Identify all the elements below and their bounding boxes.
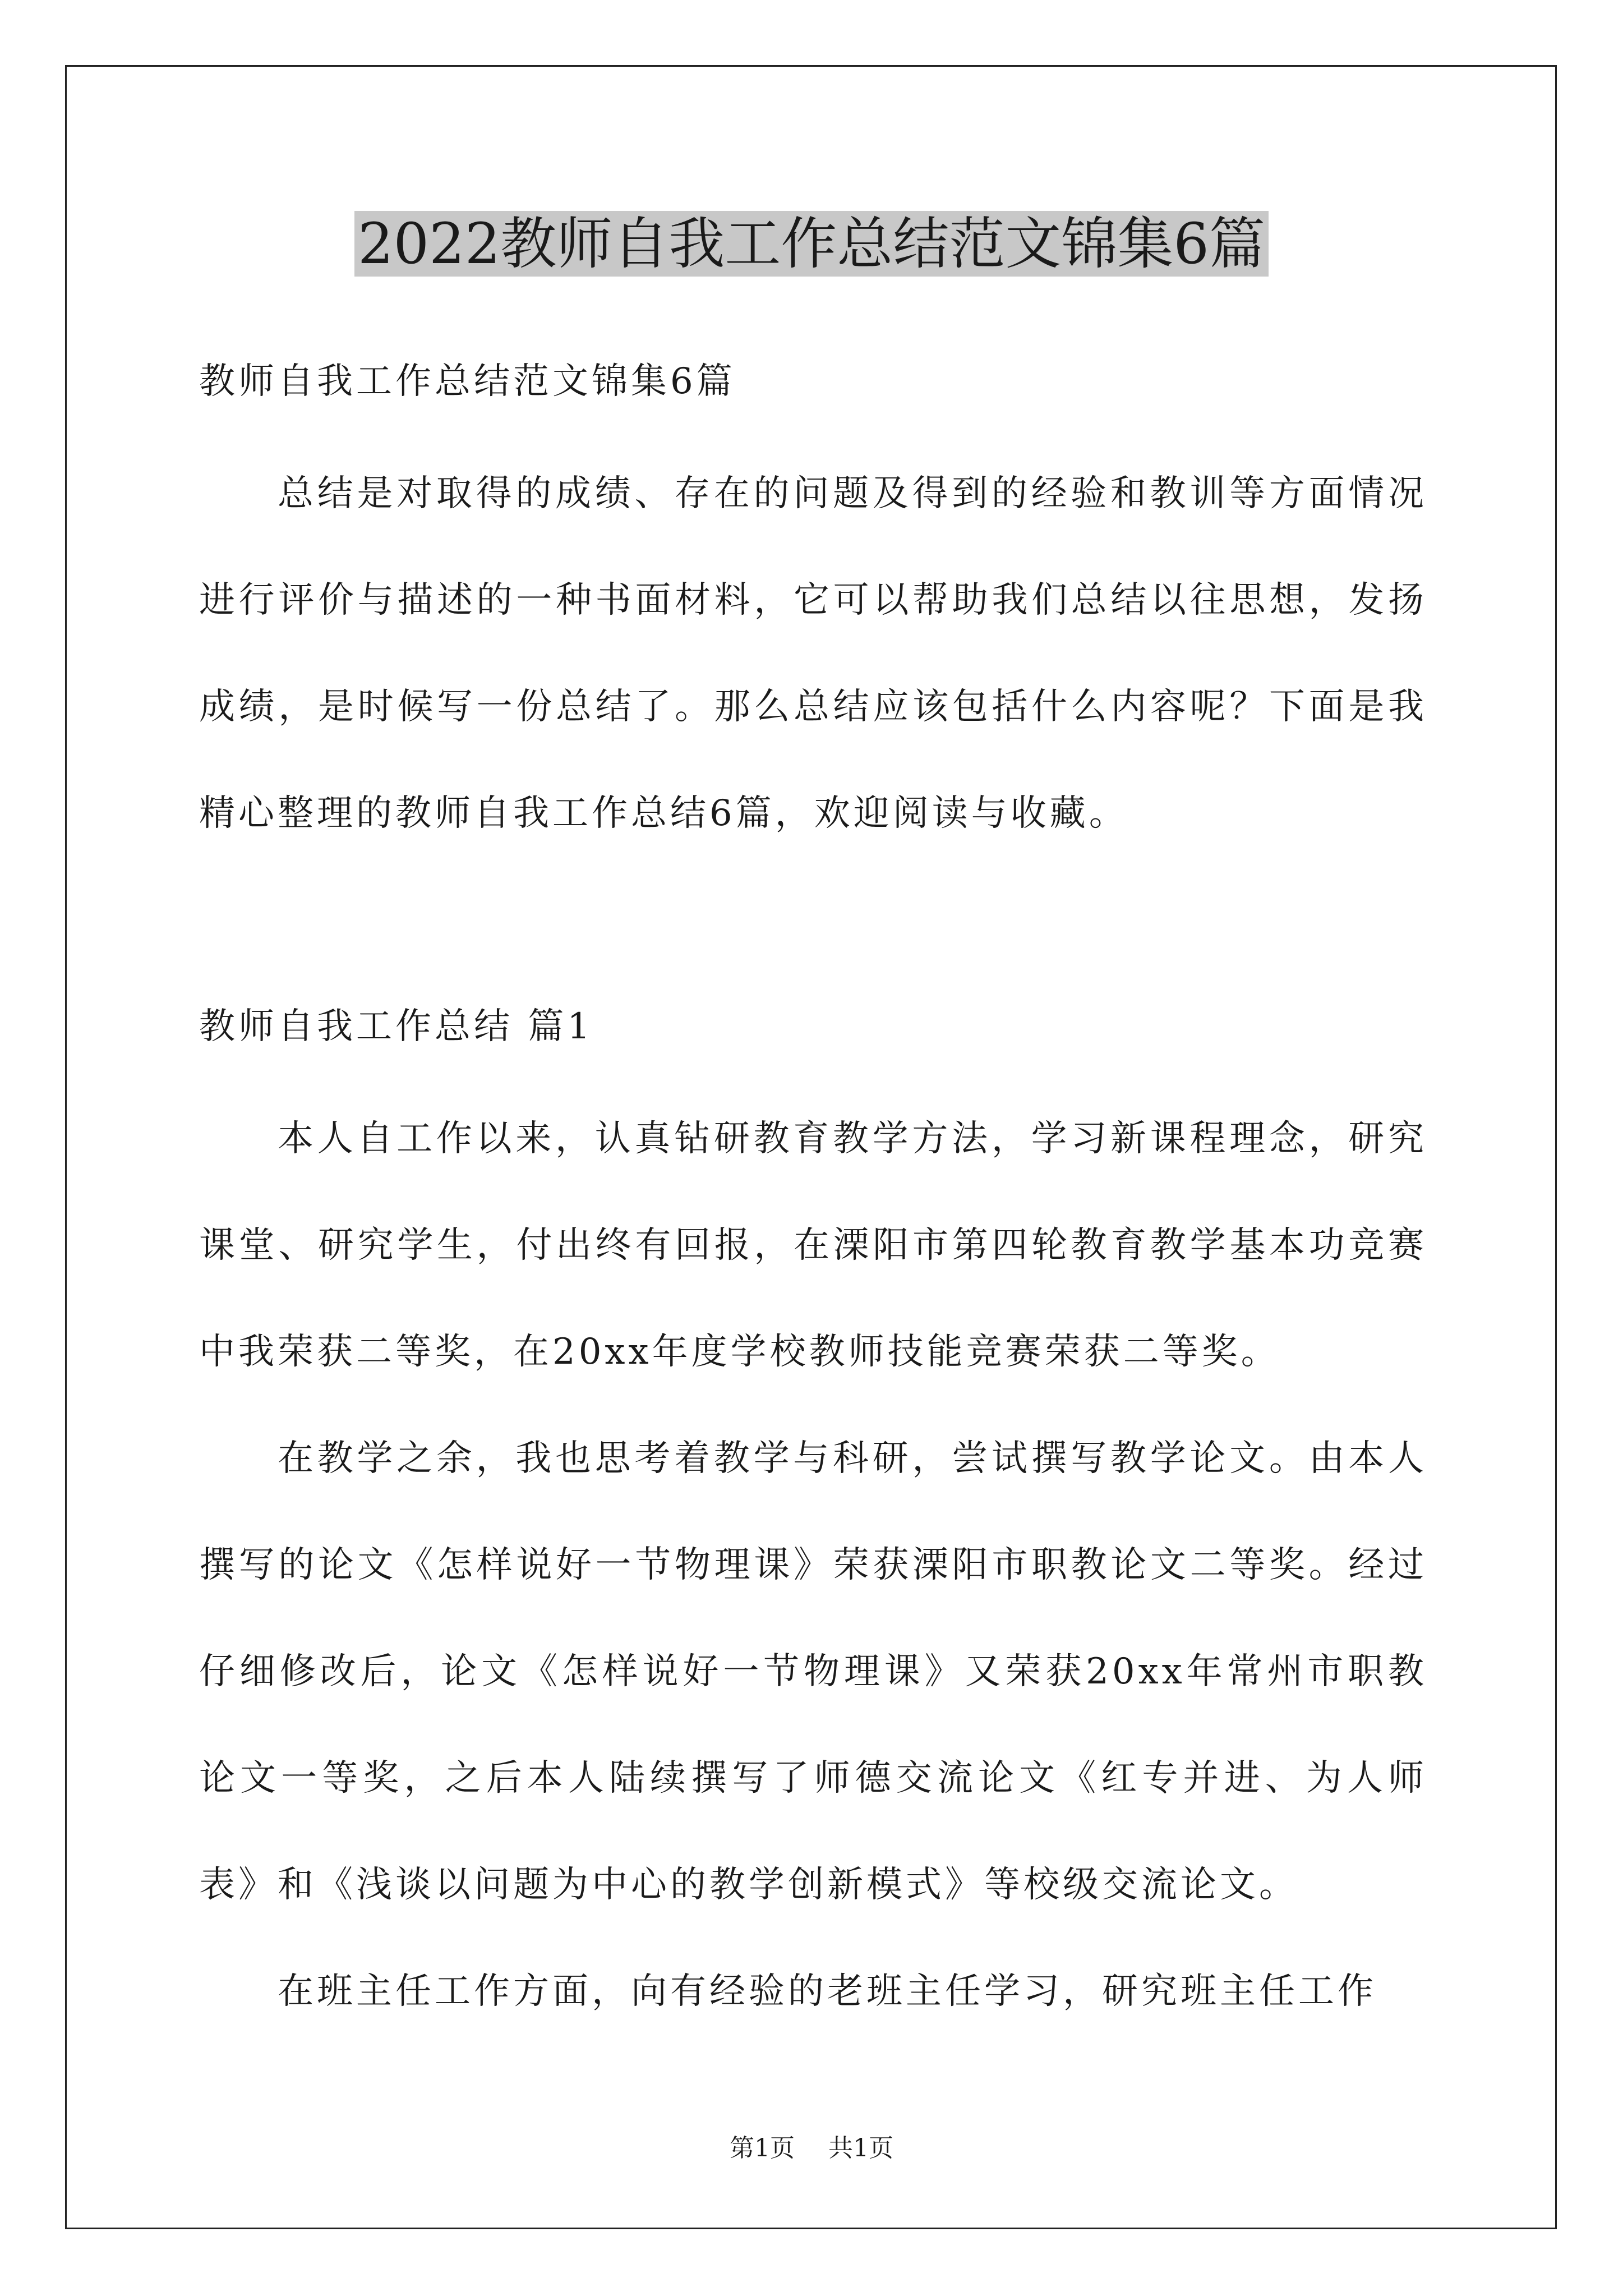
body-paragraph: 在教学之余，我也思考着教学与科研，尝试撰写教学论文。由本人撰写的论文《怎样说好一节物理课》荣获溧阳市职教论文二等奖。经过仔细修改后，论文《怎样说好一节物理课》又荣获20xx年常州市职教论文一等奖，之后本人陆续撰写了师德交流论文《红专并进、为人师表》和《浅谈以问题为中心的教学创新模式》等校级交流论文。 [199, 1438, 1427, 1906]
document-title [0, 205, 1623, 283]
document-subtitle: 教师自我工作总结范文锦集6篇 [199, 361, 736, 402]
document-title-text: 2022教师自我工作总结范文锦集6篇 [354, 211, 1269, 277]
section-body [199, 1085, 1427, 2045]
body-paragraph: 在班主任工作方面，向有经验的老班主任学习，研究班主任工作 [278, 1971, 1377, 2012]
page-count: 共1页 [828, 2134, 893, 2162]
page-number: 第1页 [730, 2134, 795, 2162]
section-heading: 教师自我工作总结 篇1 [199, 1006, 594, 1047]
page-footer [0, 2132, 1623, 2165]
intro-paragraph: 总结是对取得的成绩、存在的问题及得到的经验和教训等方面情况进行评价与描述的一种书面材料，它可以帮助我们总结以往思想，发扬成绩，是时候写一份总结了。那么总结应该包括什么内容呢？下面是我精心整理的教师自我工作总结6篇，欢迎阅读与收藏。 [199, 473, 1427, 834]
body-paragraph: 本人自工作以来，认真钻研教育教学方法，学习新课程理念，研究课堂、研究学生，付出终有回报，在溧阳市第四轮教育教学基本功竞赛中我荣获二等奖，在20xx年度学校教师技能竞赛荣获二等奖。 [199, 1118, 1427, 1373]
